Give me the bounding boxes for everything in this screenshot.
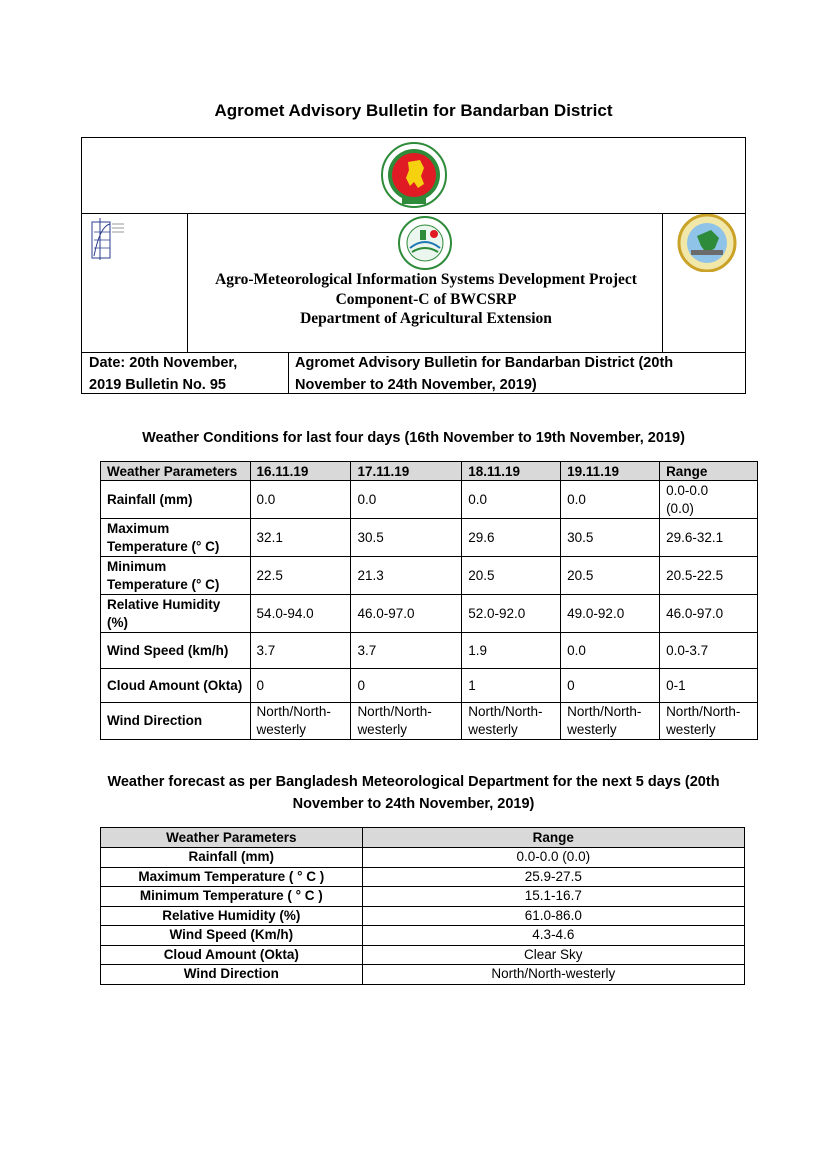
- project-line: Agro-Meteorological Information Systems Development Project: [215, 271, 637, 288]
- divider: [288, 352, 289, 394]
- range-value: westerly: [666, 722, 716, 737]
- range-value: 20.5-22.5: [666, 567, 724, 583]
- table-row: [101, 906, 745, 926]
- parameter-label: Wind Speed (km/h): [107, 642, 229, 658]
- range-cell: [660, 633, 758, 669]
- column-header: Weather Parameters: [101, 828, 363, 848]
- range-cell: [660, 481, 758, 519]
- value-cell: 0.0: [561, 481, 660, 519]
- column-header: 17.11.19: [351, 462, 462, 481]
- parameter-label: Temperature (° C): [107, 576, 220, 592]
- parameter-cell: Rainfall (mm): [101, 848, 363, 868]
- parameter-cell: Relative Humidity (%): [101, 906, 363, 926]
- value-cell: 0: [250, 669, 351, 703]
- parameter-cell: Cloud Amount (Okta): [101, 945, 363, 965]
- table-row: [101, 557, 758, 595]
- table-row: [101, 669, 758, 703]
- parameter-label: Relative Humidity: [107, 596, 221, 612]
- bulletin-cell: [295, 352, 673, 396]
- bulletin-line: November to 24th November, 2019): [295, 377, 537, 393]
- project-line: Component-C of BWCSRP: [335, 290, 517, 308]
- value-cell: 0.0: [462, 481, 561, 519]
- column-header: 19.11.19: [561, 462, 660, 481]
- table-row: [101, 848, 745, 868]
- value-cell: 52.0-92.0: [462, 595, 561, 633]
- table-row: [101, 481, 758, 519]
- table-header-row: [101, 462, 758, 481]
- table-row: [101, 887, 745, 907]
- forecast-heading-line: Weather forecast as per Bangladesh Meteorological Department for the next 5 days (20th: [107, 774, 720, 790]
- value-cell: 22.5: [250, 557, 351, 595]
- range-cell: [660, 519, 758, 557]
- table-row: [101, 926, 745, 946]
- parameter-label: Minimum: [107, 558, 167, 574]
- range-value: 0.0-0.0: [666, 482, 709, 498]
- parameter-label: Maximum: [107, 520, 170, 536]
- range-cell: 0.0-0.0 (0.0): [362, 848, 744, 868]
- date-cell: [89, 352, 237, 396]
- value-cell: 20.5: [561, 557, 660, 595]
- value-cell: 1.9: [462, 633, 561, 669]
- parameter-cell: [101, 703, 251, 740]
- parameter-cell: [101, 633, 251, 669]
- bmd-logo-icon: [90, 216, 126, 262]
- value-cell: 21.3: [351, 557, 462, 595]
- project-line: Department of Agricultural Extension: [300, 310, 552, 327]
- divider: [82, 213, 745, 214]
- forecast-heading: [0, 771, 827, 815]
- dae-logo-icon: [396, 216, 454, 270]
- table-row: [101, 965, 745, 985]
- range-cell: [660, 703, 758, 740]
- parameter-cell: Maximum Temperature ( ° C ): [101, 867, 363, 887]
- value-cell: North/North- westerly: [462, 703, 561, 740]
- parameter-cell: Minimum Temperature ( ° C ): [101, 887, 363, 907]
- value-cell: 49.0-92.0: [561, 595, 660, 633]
- table-header-row: [101, 828, 745, 848]
- bulletin-number: 2019 Bulletin No. 95: [89, 377, 226, 393]
- range-cell: Clear Sky: [362, 945, 744, 965]
- page-title: Agromet Advisory Bulletin for Bandarban District: [214, 101, 613, 120]
- parameter-cell: [101, 481, 251, 519]
- parameter-cell: Wind Direction: [101, 965, 363, 985]
- value-cell: North/North- westerly: [561, 703, 660, 740]
- value-cell: 1: [462, 669, 561, 703]
- bulletin-line: Agromet Advisory Bulletin for Bandarban District (20th: [295, 355, 674, 371]
- bwdb-logo-icon: [677, 214, 737, 272]
- table-row: [101, 703, 758, 740]
- past-weather-table: [100, 461, 758, 740]
- value-cell: North/North- westerly: [351, 703, 462, 740]
- range-cell: 15.1-16.7: [362, 887, 744, 907]
- range-cell: [660, 669, 758, 703]
- value-cell: 0: [351, 669, 462, 703]
- column-header: Range: [362, 828, 744, 848]
- parameter-label: (%): [107, 614, 128, 630]
- range-cell: 4.3-4.6: [362, 926, 744, 946]
- range-cell: 25.9-27.5: [362, 867, 744, 887]
- range-value: 46.0-97.0: [666, 605, 724, 621]
- value-cell: 30.5: [561, 519, 660, 557]
- value-cell: 0.0: [351, 481, 462, 519]
- table-row: [101, 633, 758, 669]
- value-cell: 46.0-97.0: [351, 595, 462, 633]
- table-row: [101, 945, 745, 965]
- value-cell: 0.0: [250, 481, 351, 519]
- parameter-cell: [101, 519, 251, 557]
- range-value: North/North-: [666, 704, 741, 719]
- parameter-cell: [101, 669, 251, 703]
- parameter-label: Temperature (° C): [107, 538, 220, 554]
- range-cell: [660, 595, 758, 633]
- range-value: 0-1: [666, 677, 686, 693]
- column-header: Weather Parameters: [101, 462, 251, 481]
- range-cell: North/North-westerly: [362, 965, 744, 985]
- value-cell: 0: [561, 669, 660, 703]
- column-header: 18.11.19: [462, 462, 561, 481]
- range-cell: 61.0-86.0: [362, 906, 744, 926]
- column-header: Range: [660, 462, 758, 481]
- value-cell: 0.0: [561, 633, 660, 669]
- parameter-cell: [101, 557, 251, 595]
- parameter-cell: Wind Speed (Km/h): [101, 926, 363, 946]
- column-header: 16.11.19: [250, 462, 351, 481]
- value-cell: 20.5: [462, 557, 561, 595]
- value-cell: North/North- westerly: [250, 703, 351, 740]
- parameter-label: Cloud Amount (Okta): [107, 677, 243, 693]
- date-line: Date: 20th November,: [89, 355, 238, 371]
- value-cell: 3.7: [250, 633, 351, 669]
- value-cell: 32.1: [250, 519, 351, 557]
- table-row: [101, 519, 758, 557]
- forecast-table: [100, 827, 745, 985]
- range-cell: [660, 557, 758, 595]
- bangladesh-govt-seal-icon: [380, 142, 448, 208]
- parameter-label: Rainfall (mm): [107, 491, 193, 507]
- header-box: [81, 137, 746, 394]
- value-cell: 30.5: [351, 519, 462, 557]
- value-cell: 3.7: [351, 633, 462, 669]
- past-weather-heading: Weather Conditions for last four days (16th November to 19th November, 2019): [142, 430, 685, 446]
- range-value: 29.6-32.1: [666, 529, 724, 545]
- project-name: [189, 270, 663, 329]
- range-value: (0.0): [666, 500, 694, 516]
- table-row: [101, 867, 745, 887]
- value-cell: 54.0-94.0: [250, 595, 351, 633]
- forecast-heading-line: November to 24th November, 2019): [292, 796, 535, 812]
- divider: [187, 213, 188, 352]
- value-cell: 29.6: [462, 519, 561, 557]
- parameter-label: Wind Direction: [107, 713, 203, 728]
- table-row: [101, 595, 758, 633]
- parameter-cell: [101, 595, 251, 633]
- range-value: 0.0-3.7: [666, 642, 709, 658]
